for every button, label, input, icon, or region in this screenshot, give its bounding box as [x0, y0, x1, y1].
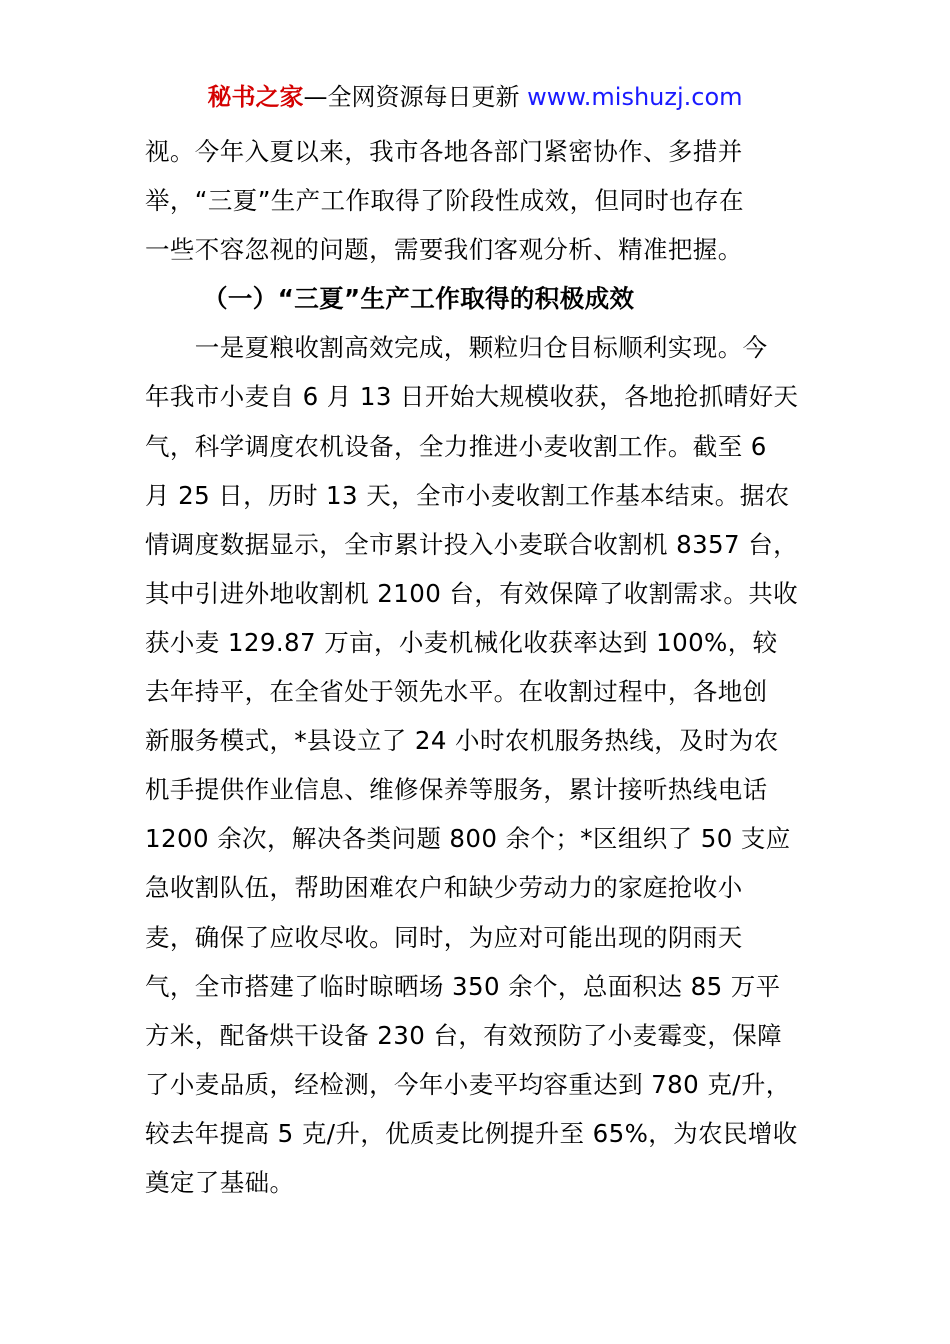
paragraph-line: 视。今年入夏以来，我市各地各部门紧密协作、多措并 [145, 137, 743, 166]
paragraph-line: 月 25 日，历时 13 天，全市小麦收割工作基本结束。据农 [145, 480, 790, 510]
paragraph-line: 去年持平，在全省处于领先水平。在收割过程中，各地创 [145, 677, 768, 707]
paragraph-line: 机手提供作业信息、维修保养等服务，累计接听热线电话 [145, 775, 768, 805]
paragraph-line: 急收割队伍，帮助困难农户和缺少劳动力的家庭抢收小 [145, 873, 743, 903]
paragraph-line: 一些不容忽视的问题，需要我们客观分析、精准把握。 [145, 235, 743, 265]
site-tagline: —全网资源每日更新 [303, 83, 520, 111]
paragraph-line: 其中引进外地收割机 2100 台，有效保障了收割需求。共收 [145, 578, 799, 608]
paragraph-line: 奠定了基础。 [145, 1167, 295, 1197]
paragraph-line: 麦，确保了应收尽收。同时，为应对可能出现的阴雨天 [145, 922, 743, 952]
paragraph-line: 获小麦 129.87 万亩，小麦机械化收获率达到 100%，较 [145, 627, 778, 657]
site-url[interactable]: www.mishuzj.com [527, 83, 743, 111]
document-body [145, 127, 810, 1207]
site-brand: 秘书之家 [207, 83, 304, 111]
paragraph-line: 情调度数据显示，全市累计投入小麦联合收割机 8357 台， [145, 529, 799, 559]
section-heading: （一）“三夏”生产工作取得的积极成效 [203, 284, 635, 314]
paragraph-line: 了小麦品质，经检测，今年小麦平均容重达到 780 克/升， [145, 1069, 791, 1099]
paragraph-line: 举，“三夏”生产工作取得了阶段性成效，但同时也存在 [145, 186, 744, 216]
paragraph-line: 一是夏粮收割高效完成，颗粒归仓目标顺利实现。今 [145, 333, 768, 363]
paragraph-line: 新服务模式，*县设立了 24 小时农机服务热线，及时为农 [145, 726, 779, 756]
paragraph-line: 年我市小麦自 6 月 13 日开始大规模收获，各地抢抓晴好天 [145, 382, 799, 412]
paragraph-line: 方米，配备烘干设备 230 台，有效预防了小麦霉变，保障 [145, 1020, 783, 1050]
page-header [0, 80, 950, 114]
paragraph-line: 1200 余次，解决各类问题 800 余个；*区组织了 50 支应 [145, 824, 791, 854]
paragraph-line: 较去年提高 5 克/升，优质麦比例提升至 65%，为农民增收 [145, 1118, 798, 1148]
paragraph-line: 气，科学调度农机设备，全力推进小麦收割工作。截至 6 [145, 431, 767, 461]
paragraph-line: 气，全市搭建了临时晾晒场 350 余个，总面积达 85 万平 [145, 971, 781, 1001]
